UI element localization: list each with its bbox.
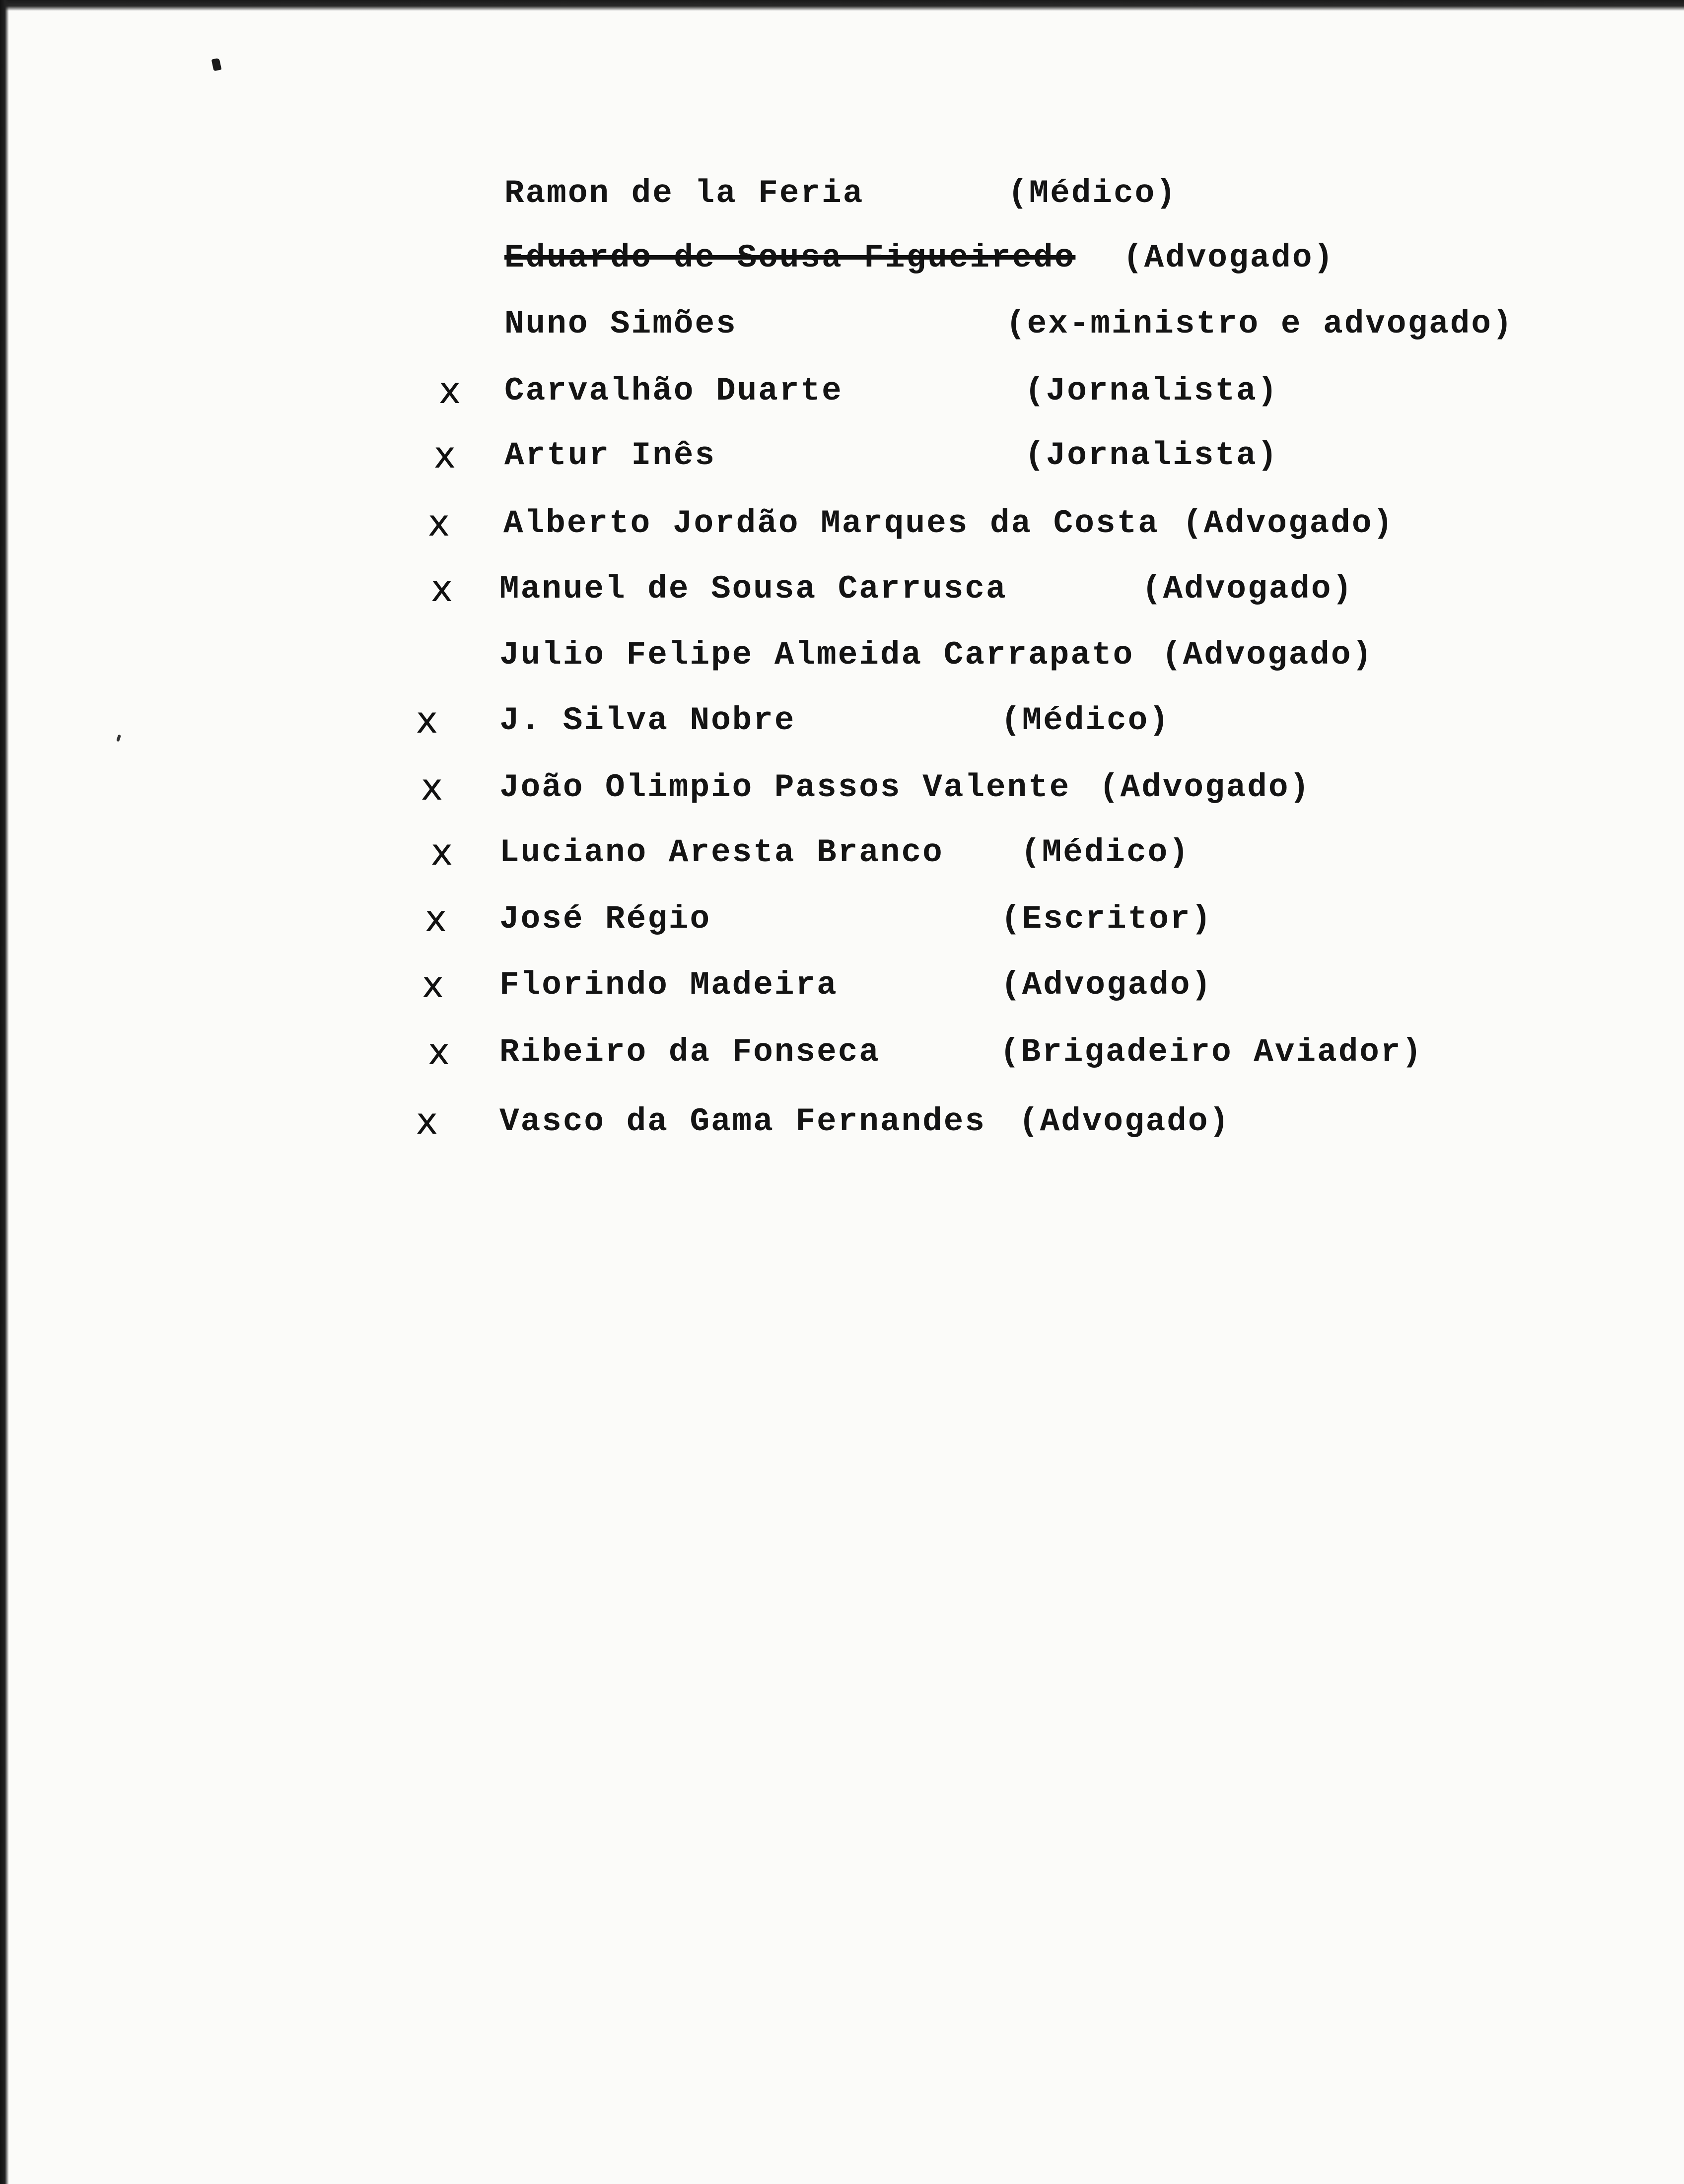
list-item bbox=[0, 366, 1684, 421]
person-profession: (Advogado) bbox=[1001, 966, 1213, 1004]
person-name: Manuel de Sousa Carrusca bbox=[499, 570, 1007, 608]
person-profession: (Jornalista) bbox=[1025, 437, 1279, 474]
list-item bbox=[0, 233, 1684, 288]
list-item bbox=[0, 894, 1684, 949]
list-item bbox=[0, 299, 1684, 354]
list-item bbox=[0, 169, 1684, 223]
person-profession: (Brigadeiro Aviador) bbox=[1000, 1033, 1423, 1071]
person-profession: (Advogado) bbox=[1162, 636, 1374, 674]
person-name: Alberto Jordão Marques da Costa bbox=[503, 505, 1159, 542]
person-profession: (Advogado) bbox=[1183, 505, 1395, 542]
list-item bbox=[0, 564, 1684, 619]
check-mark-icon: x bbox=[431, 567, 453, 610]
person-name-struck: Eduardo de Sousa Figueiredo bbox=[504, 239, 1076, 276]
person-name: Julio Felipe Almeida Carrapato bbox=[499, 636, 1134, 674]
check-mark-icon: x bbox=[422, 963, 444, 1006]
person-profession: (Médico) bbox=[1021, 834, 1190, 871]
person-profession: (ex-ministro e advogado) bbox=[1006, 305, 1514, 342]
check-mark-icon: x bbox=[425, 897, 447, 940]
list-item bbox=[0, 1097, 1684, 1152]
person-profession: (Jornalista) bbox=[1025, 372, 1279, 410]
list-item bbox=[0, 630, 1684, 685]
list-item bbox=[0, 763, 1684, 818]
check-mark-icon: x bbox=[416, 1100, 438, 1143]
person-profession: (Advogado) bbox=[1019, 1103, 1231, 1140]
check-mark-icon: x bbox=[431, 831, 453, 874]
check-mark-icon: x bbox=[416, 699, 438, 742]
person-name: Vasco da Gama Fernandes bbox=[499, 1103, 986, 1140]
person-name: J. Silva Nobre bbox=[499, 702, 796, 739]
check-mark-icon: x bbox=[428, 502, 450, 545]
person-profession: (Médico) bbox=[1001, 702, 1170, 739]
list-item bbox=[0, 696, 1684, 751]
list-item bbox=[0, 431, 1684, 485]
person-name: Carvalhão Duarte bbox=[504, 372, 843, 410]
person-name: Nuno Simões bbox=[504, 305, 737, 342]
check-mark-icon: x bbox=[439, 369, 461, 412]
person-name: João Olimpio Passos Valente bbox=[499, 769, 1071, 806]
person-name: Luciano Aresta Branco bbox=[499, 834, 944, 871]
person-name: Ribeiro da Fonseca bbox=[499, 1033, 880, 1071]
list-item bbox=[0, 1027, 1684, 1082]
list-item bbox=[0, 960, 1684, 1015]
person-name: Ramon de la Feria bbox=[504, 175, 864, 212]
person-name: Artur Inês bbox=[504, 437, 716, 474]
person-profession: (Advogado) bbox=[1123, 239, 1335, 276]
check-mark-icon: x bbox=[428, 1030, 450, 1073]
person-profession: (Advogado) bbox=[1099, 769, 1311, 806]
person-profession: (Médico) bbox=[1008, 175, 1177, 212]
check-mark-icon: x bbox=[434, 434, 456, 477]
check-mark-icon: x bbox=[421, 766, 443, 809]
person-profession: (Advogado) bbox=[1142, 570, 1354, 608]
person-name: José Régio bbox=[499, 900, 711, 938]
list-item bbox=[0, 499, 1684, 553]
person-name: Florindo Madeira bbox=[499, 966, 838, 1004]
person-profession: (Escritor) bbox=[1001, 900, 1213, 938]
list-item bbox=[0, 828, 1684, 883]
